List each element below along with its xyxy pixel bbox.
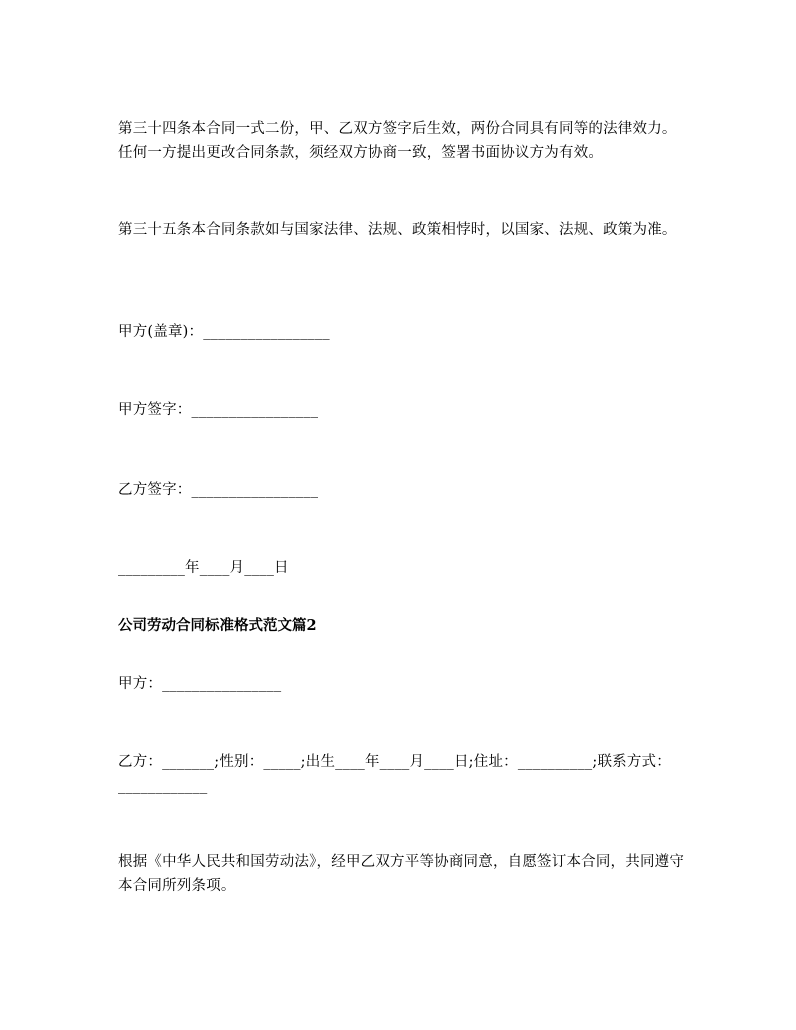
party-a-seal-line: 甲方(盖章)：_________________: [118, 324, 330, 340]
contract2-preamble: 根据《中华人民共和国劳动法》，经甲乙双方平等协商同意，自愿签订本合同，共同遵守本合同所列条项。: [118, 854, 685, 894]
contract2-party-b: 乙方：_______;性别：_____;出生____年____月____日;住址：__________;联系方式：____________: [118, 754, 671, 794]
date-line: _________年____月____日: [118, 560, 289, 576]
clause-34: 第三十四条本合同一式二份，甲、乙双方签字后生效，两份合同具有同等的法律效力。任何一方提出更改合同条款，须经双方协商一致，签署书面协议方为有效。: [118, 121, 677, 161]
section-title: 公司劳动合同标准格式范文篇2: [118, 617, 317, 634]
clause-35: 第三十五条本合同条款如与国家法律、法规、政策相悖时，以国家、法规、政策为准。: [118, 222, 677, 238]
party-b-signature-line: 乙方签字：_________________: [118, 482, 319, 498]
party-a-signature-line: 甲方签字：_________________: [118, 402, 319, 418]
contract2-party-a: 甲方：________________: [118, 676, 282, 692]
